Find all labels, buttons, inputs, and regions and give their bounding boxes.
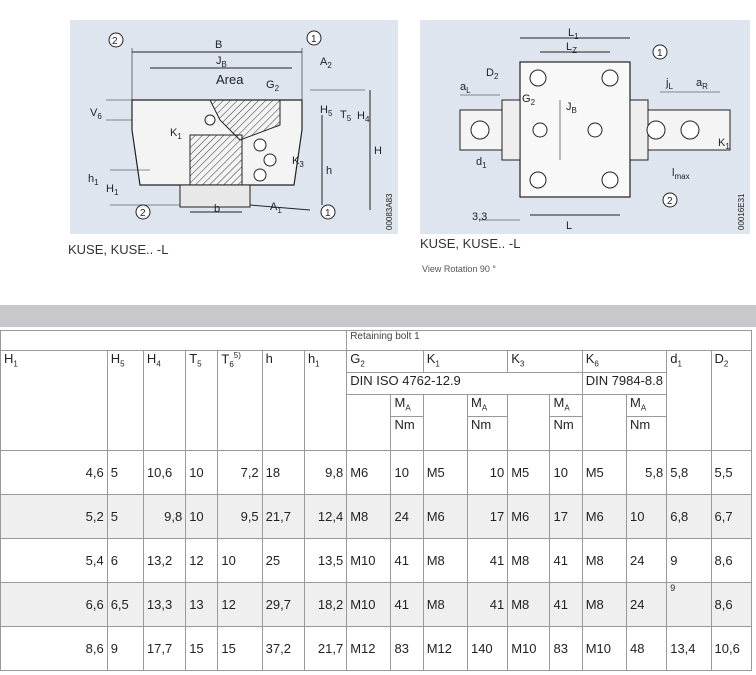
- callout-1-bottom: 1: [325, 208, 331, 219]
- callout-2-bottom: 2: [140, 208, 146, 219]
- dim-A2: $A_2$: [320, 56, 332, 70]
- col-K1: $K_1$: [423, 351, 508, 373]
- table-header-bar: [0, 305, 756, 327]
- top-view-drawing: [420, 20, 750, 234]
- dim-lmax: $l_{max}$: [672, 167, 690, 181]
- dim-aR: $a_R$: [696, 77, 708, 91]
- col-H4: $H_4$: [143, 351, 185, 451]
- dim-K1: $K_1$: [718, 137, 730, 151]
- col-D2: $D_2$: [711, 351, 752, 451]
- dim-h: h: [326, 165, 333, 177]
- col-K3: $K_3$: [508, 351, 582, 373]
- nm-label: Nm: [467, 417, 507, 451]
- dim-B: B: [215, 39, 223, 51]
- callout-1-top: 1: [311, 34, 317, 45]
- col-d1: $d_1$: [667, 351, 711, 451]
- nm-label: Nm: [626, 417, 666, 451]
- ma-label: $M_A$: [550, 395, 582, 417]
- ma-label: $M_A$: [626, 395, 666, 417]
- dim-G2: $G_2$: [266, 79, 280, 93]
- col-G2: $G_2$: [347, 351, 423, 373]
- table-row: 8,6 9 17,7 15 15 37,2 21,7 M12 83 M12 140 M10 83 M10 48 13,4 10,6: [1, 627, 752, 671]
- nm-label: Nm: [550, 417, 582, 451]
- col-H5: $H_5$: [107, 351, 143, 451]
- din-label: DIN 7984-8.8: [582, 373, 667, 395]
- callout-2: 2: [667, 196, 673, 207]
- rotation-caption: View Rotation 90 °: [422, 264, 496, 274]
- dim-aL: $a_L$: [460, 81, 471, 95]
- callout-1: 1: [657, 48, 663, 59]
- dim-jL: $j_L$: [666, 77, 673, 91]
- dim-LZ: $L_Z$: [566, 41, 578, 55]
- dim-b: b: [214, 203, 221, 215]
- col-h: h: [262, 351, 304, 451]
- dim-G2: $G_2$: [522, 93, 536, 107]
- col-T6: $T_6^{5)}$: [218, 351, 262, 451]
- din-iso-label: DIN ISO 4762-12.9: [347, 373, 582, 395]
- dim-d1: $d_1$: [476, 156, 487, 170]
- dim-JB: $J_B$: [216, 55, 227, 69]
- cross-section-drawing: [70, 20, 398, 234]
- dim-K1: $K_1$: [170, 127, 182, 141]
- col-H1: $H_1$: [1, 351, 108, 451]
- dim-H: H: [374, 145, 382, 157]
- dim-L: L: [566, 220, 573, 232]
- drawing-code: 00083A83: [385, 193, 394, 230]
- dim-D2: $D_2$: [486, 67, 499, 81]
- left-caption: KUSE, KUSE.. -L: [68, 242, 169, 257]
- dim-H4: $H_4$: [357, 110, 370, 124]
- col-h1: $h_1$: [304, 351, 346, 451]
- dim-JB: $J_B$: [566, 101, 577, 115]
- table-row: 5,2 5 9,8 10 9,5 21,7 12,4 M8 24 M6 17 M6 17 M6 10 6,8 6,7: [1, 495, 752, 539]
- dim-H5: $H_5$: [320, 104, 333, 118]
- ma-label: $M_A$: [467, 395, 507, 417]
- retaining-bolt-label: Retaining bolt 1: [347, 331, 752, 351]
- dim-T5: $T_5$: [340, 109, 352, 123]
- drawing-code: 00016E31: [737, 193, 746, 230]
- table-row: 5,4 6 13,2 12 10 25 13,5 M10 41 M8 41 M8 41 M8 24 9 8,6: [1, 539, 752, 583]
- area-label: Area: [216, 72, 244, 87]
- nm-label: Nm: [391, 417, 423, 451]
- dim-A1: $A_1$: [270, 201, 282, 215]
- table-row: 4,6 5 10,6 10 7,2 18 9,8 M6 10 M5 10 M5 10 M5 5,8 5,8 5,5: [1, 451, 752, 495]
- dim-L1: $L_1$: [568, 27, 579, 41]
- dim-K3: $K_3$: [292, 155, 304, 169]
- col-K6: $K_6$: [582, 351, 667, 373]
- dim-h1: $h_1$: [88, 173, 99, 187]
- dim-VT6: $V_6$: [90, 107, 102, 121]
- callout-2-top: 2: [112, 36, 118, 47]
- right-caption: KUSE, KUSE.. -L: [420, 236, 521, 251]
- table-row: 6,6 6,5 13,3 13 12 29,7 18,2 M10 41 M8 41 M8 41 M8 24 9 8,6: [1, 583, 752, 627]
- dim-H1: $H_1$: [106, 183, 119, 197]
- dim-3-3: 3,3: [472, 211, 488, 223]
- col-T5: $T_5$: [186, 351, 218, 451]
- ma-label: $M_A$: [391, 395, 423, 417]
- spec-table: [0, 330, 752, 671]
